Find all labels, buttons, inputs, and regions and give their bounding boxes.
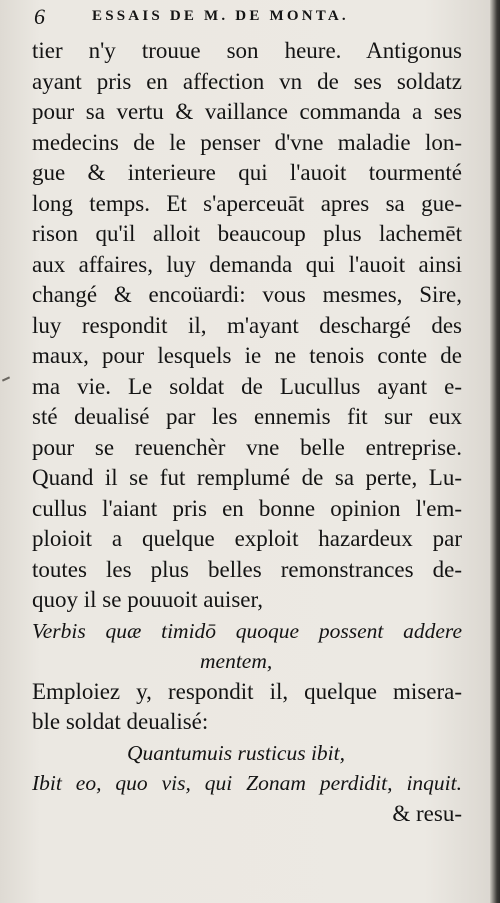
text-line: quoy il se pouuoit auiser, [32,587,263,612]
verse-line: Ibit eo, quo vis, qui Zonam perdidit, inquit. [32,771,462,795]
verse-line: mentem, [200,649,273,673]
text-line: pour sa vertu & vaillance commanda a ses [32,99,462,124]
text-line: rison qu'il alloit beaucoup plus lachemēt [32,221,462,246]
text-line: aux affaires, luy demanda qui l'auoit ainsi [32,251,462,277]
text-line: ploioit a quelque exploit hazardeux par [32,526,462,551]
text-line: ma vie. Le soldat de Lucullus ayant e- [32,373,462,399]
book-spine-shadow [490,0,500,903]
text-line: sté deualisé par les ennemis fit sur eux [32,404,462,429]
text-line: toutes les plus belles remonstrances de- [32,556,462,582]
running-title: ESSAIS DE M. DE MONTA. [92,8,349,24]
verse-line: Quantumuis rusticus ibit, [127,740,346,765]
text-line: Emploiez y, respondit il, quelque misera- [32,678,462,704]
text-line: gue & interieure qui l'auoit tourmenté [32,160,462,185]
text-line: luy respondit il, m'ayant deschargé des [32,312,462,338]
text-line: Quand il se fut remplumé de sa perte, Lu- [32,465,462,490]
text-line: ble soldat deualisé: [32,709,209,734]
text-line: ayant pris en affection vn de ses soldatz [32,68,462,94]
text-line: tier n'y trouue son heure. Antigonus [32,38,462,63]
text-line: pour se reuenchèr vne belle entreprise. [32,434,462,460]
text-line: long temps. Et s'aperceuāt apres sa gue- [32,190,462,216]
page-header [34,4,476,30]
text-line: maux, pour lesquels ie ne tenois conte de [32,343,462,368]
catchword: & resu- [392,800,462,826]
verse-line: Verbis quæ timidō quoque possent addere [32,618,462,643]
text-line: changé & encoüardi: vous mesmes, Sire, [32,282,462,307]
margin-mark [2,376,10,381]
text-line: medecins de le penser d'vne maladie lon- [32,129,462,155]
body-text [32,36,462,829]
page-number: 6 [34,4,45,29]
text-line: cullus l'aiant pris en bonne opinion l'em- [32,495,462,521]
